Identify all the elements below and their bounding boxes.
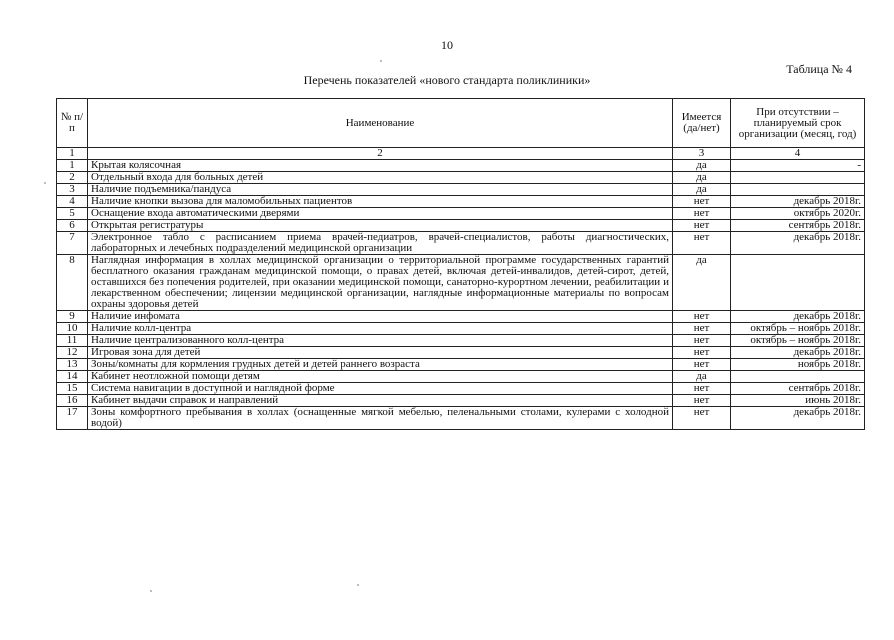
row-name: Игровая зона для детей <box>88 347 673 359</box>
row-number: 6 <box>57 220 88 232</box>
table-row <box>57 323 865 335</box>
row-name: Электронное табло с расписанием приема врачей-педиатров, врачей-специалистов, работы диагностических, лабораторных и лечебных подразделений медицинской организации <box>88 232 673 255</box>
table-row <box>57 255 865 311</box>
row-availability: нет <box>673 323 731 335</box>
table-row <box>57 395 865 407</box>
row-availability: нет <box>673 232 731 255</box>
row-availability: да <box>673 255 731 311</box>
document-title: Перечень показателей «нового стандарта поликлиники» <box>303 73 591 87</box>
row-planned-term <box>731 255 865 311</box>
scan-speck <box>44 182 46 184</box>
row-planned-term: декабрь 2018г. <box>731 347 865 359</box>
table-header-row <box>57 99 865 148</box>
row-number: 1 <box>57 160 88 172</box>
row-number: 14 <box>57 371 88 383</box>
row-number: 8 <box>57 255 88 311</box>
row-availability: нет <box>673 311 731 323</box>
header-availability: Имеется (да/нет) <box>673 99 731 148</box>
row-planned-term: декабрь 2018г. <box>731 232 865 255</box>
row-availability: да <box>673 172 731 184</box>
table-row <box>57 196 865 208</box>
row-availability: да <box>673 371 731 383</box>
column-index: 4 <box>731 148 865 160</box>
row-name: Наличие инфомата <box>88 311 673 323</box>
row-planned-term: июнь 2018г. <box>731 395 865 407</box>
row-availability: нет <box>673 208 731 220</box>
table-row <box>57 220 865 232</box>
table-row <box>57 172 865 184</box>
table-row <box>57 208 865 220</box>
table-row <box>57 347 865 359</box>
row-availability: да <box>673 160 731 172</box>
row-number: 16 <box>57 395 88 407</box>
row-availability: нет <box>673 335 731 347</box>
row-planned-term: октябрь – ноябрь 2018г. <box>731 323 865 335</box>
table-row <box>57 383 865 395</box>
row-availability: нет <box>673 407 731 430</box>
row-number: 2 <box>57 172 88 184</box>
row-number: 3 <box>57 184 88 196</box>
row-planned-term <box>731 172 865 184</box>
row-name: Наличие колл-центра <box>88 323 673 335</box>
row-number: 17 <box>57 407 88 430</box>
row-name: Наличие подъемника/пандуса <box>88 184 673 196</box>
header-name: Наименование <box>88 99 673 148</box>
row-planned-term: декабрь 2018г. <box>731 311 865 323</box>
row-availability: нет <box>673 383 731 395</box>
scan-speck <box>380 60 382 62</box>
row-number: 13 <box>57 359 88 371</box>
row-planned-term <box>731 371 865 383</box>
row-name: Наглядная информация в холлах медицинской организации о территориальной программе государственных гарантий бесплатного оказания гражданам медицинской помощи, о правах детей, включая детей-инвалидов, детей-сирот, детей, оставшихся без попечения родителей, при оказании медицинской помощи, санаторно-курортном лечении, реабилитации и лекарственном обеспечении; лицензии медицинской организации, наглядные информационные материалы по вопросам охраны здоровья детей <box>88 255 673 311</box>
row-number: 10 <box>57 323 88 335</box>
row-name: Оснащение входа автоматическими дверями <box>88 208 673 220</box>
header-planned-term: При отсутствии – планируемый срок организации (месяц, год) <box>731 99 865 148</box>
row-number: 4 <box>57 196 88 208</box>
row-name: Отдельный входа для больных детей <box>88 172 673 184</box>
row-availability: нет <box>673 395 731 407</box>
page-number: 10 <box>441 38 453 52</box>
column-index-row <box>57 148 865 160</box>
row-name: Кабинет выдачи справок и направлений <box>88 395 673 407</box>
row-availability: нет <box>673 196 731 208</box>
row-planned-term: сентябрь 2018г. <box>731 220 865 232</box>
table-row <box>57 407 865 430</box>
table-number: Таблица № 4 <box>786 62 852 76</box>
row-planned-term: ноябрь 2018г. <box>731 359 865 371</box>
table-row <box>57 184 865 196</box>
row-number: 7 <box>57 232 88 255</box>
row-availability: нет <box>673 347 731 359</box>
table-row <box>57 359 865 371</box>
row-planned-term <box>731 184 865 196</box>
row-number: 12 <box>57 347 88 359</box>
table-row <box>57 232 865 255</box>
row-number: 5 <box>57 208 88 220</box>
row-planned-term: октябрь 2020г. <box>731 208 865 220</box>
row-availability: нет <box>673 220 731 232</box>
row-planned-term: сентябрь 2018г. <box>731 383 865 395</box>
row-name: Наличие кнопки вызова для маломобильных пациентов <box>88 196 673 208</box>
row-availability: нет <box>673 359 731 371</box>
row-availability: да <box>673 184 731 196</box>
column-index: 1 <box>57 148 88 160</box>
row-planned-term: декабрь 2018г. <box>731 407 865 430</box>
table-row <box>57 311 865 323</box>
scan-speck <box>357 584 359 586</box>
table-row <box>57 335 865 347</box>
row-name: Крытая колясочная <box>88 160 673 172</box>
row-name: Зоны комфортного пребывания в холлах (оснащенные мягкой мебелью, пеленальными столами, кулерами с холодной водой) <box>88 407 673 430</box>
row-planned-term: - <box>731 160 865 172</box>
row-planned-term: декабрь 2018г. <box>731 196 865 208</box>
table-row <box>57 371 865 383</box>
indicators-table <box>56 98 865 430</box>
row-number: 15 <box>57 383 88 395</box>
row-name: Наличие централизованного колл-центра <box>88 335 673 347</box>
header-num: № п/п <box>57 99 88 148</box>
row-name: Система навигации в доступной и наглядной форме <box>88 383 673 395</box>
row-name: Открытая регистратуры <box>88 220 673 232</box>
scan-speck <box>150 590 152 592</box>
row-number: 11 <box>57 335 88 347</box>
row-number: 9 <box>57 311 88 323</box>
table-body <box>57 160 865 430</box>
table-row <box>57 160 865 172</box>
row-name: Зоны/комнаты для кормления грудных детей и детей раннего возраста <box>88 359 673 371</box>
row-name: Кабинет неотложной помощи детям <box>88 371 673 383</box>
row-planned-term: октябрь – ноябрь 2018г. <box>731 335 865 347</box>
column-index: 2 <box>88 148 673 160</box>
column-index: 3 <box>673 148 731 160</box>
